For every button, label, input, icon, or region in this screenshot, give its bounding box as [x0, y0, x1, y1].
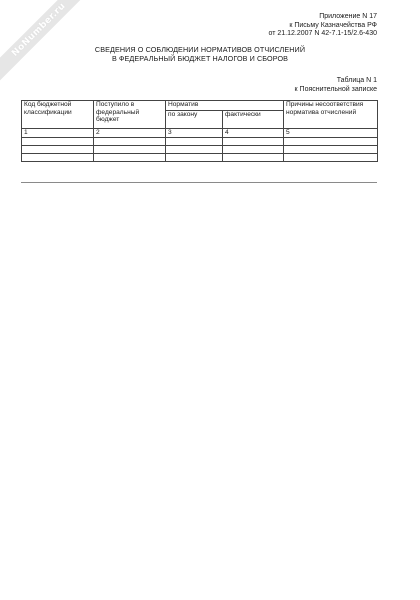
watermark-ribbon	[0, 0, 98, 89]
bottom-divider	[21, 182, 377, 183]
reference-block	[268, 13, 377, 39]
header-reasons: Причины несоответствия норматива отчислений	[284, 101, 378, 129]
table-row	[22, 137, 378, 145]
table-caption	[295, 77, 377, 94]
header-norm: Норматив	[166, 101, 284, 111]
column-number: 4	[223, 129, 284, 138]
column-number: 3	[166, 129, 223, 138]
table-caption-number: Таблица N 1	[336, 77, 377, 84]
table-cell	[284, 137, 378, 145]
table-cell	[223, 137, 284, 145]
column-number-row	[22, 129, 378, 138]
column-number: 5	[284, 129, 378, 138]
norms-table	[21, 100, 378, 162]
reference-line-letter: к Письму Казначейства РФ	[289, 21, 377, 29]
header-budget-code: Код бюджетной классификации	[22, 101, 94, 129]
table-caption-note: к Пояснительной записке	[294, 85, 377, 93]
table-cell	[22, 153, 94, 161]
header-norm-by-law: по закону	[166, 111, 223, 129]
table-cell	[284, 153, 378, 161]
table-header-row	[22, 101, 378, 111]
table-cell	[94, 137, 166, 145]
table-cell	[166, 153, 223, 161]
title-line-1: СВЕДЕНИЯ О СОБЛЮДЕНИИ НОРМАТИВОВ ОТЧИСЛЕНИЙ	[94, 45, 306, 54]
table-cell	[223, 145, 284, 153]
document-title	[0, 46, 400, 64]
table-cell	[94, 145, 166, 153]
table-row	[22, 153, 378, 161]
title-line-2: В ФЕДЕРАЛЬНЫЙ БЮДЖЕТ НАЛОГОВ И СБОРОВ	[111, 53, 289, 63]
column-number: 2	[94, 129, 166, 138]
table-cell	[166, 145, 223, 153]
reference-line-date: от 21.12.2007 N 42-7.1-15/2.6-430	[268, 30, 377, 38]
table-cell	[22, 145, 94, 153]
header-norm-actual: фактически	[223, 111, 284, 129]
header-received: Поступило в федеральный бюджет	[94, 101, 166, 129]
table-cell	[284, 145, 378, 153]
table-cell	[223, 153, 284, 161]
table-row	[22, 145, 378, 153]
table-cell	[94, 153, 166, 161]
table-cell	[22, 137, 94, 145]
column-number: 1	[22, 129, 94, 138]
watermark-text: NoNumber.ru	[10, 1, 68, 59]
reference-line-appendix: Приложение N 17	[319, 13, 377, 20]
table-cell	[166, 137, 223, 145]
